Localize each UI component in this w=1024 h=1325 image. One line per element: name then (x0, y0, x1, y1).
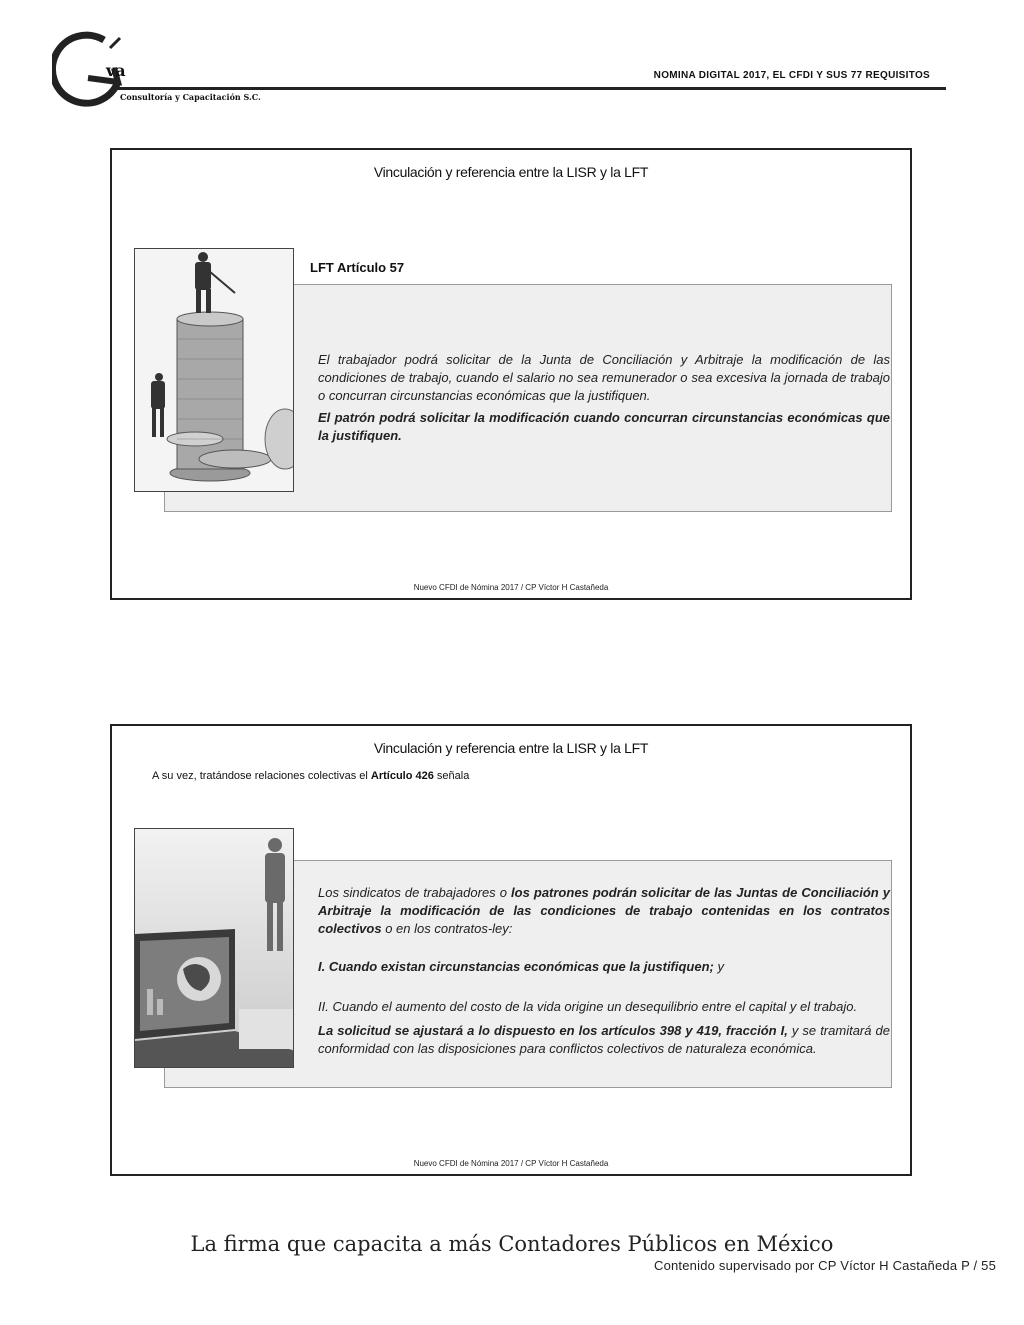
slide-1-footer: Nuevo CFDI de Nómina 2017 / CP Víctor H Castañeda (413, 583, 609, 592)
slide-1-paragraph-1: El trabajador podrá solicitar de la Junta de Conciliación y Arbitraje la modificación de las condiciones de trabajo, cuando el salario no sea remunerador o sea excesiva la jornada de trabajo o concurran circunstancias económicas que la justifiquen. (318, 352, 890, 403)
slide-2-fraction-2: II. Cuando el aumento del costo de la vida origine un desequilibrio entre el capital y el trabajo. (318, 999, 858, 1014)
slide-2-paragraph-1 (318, 884, 890, 938)
document-header-title: NOMINA DIGITAL 2017, EL CFDI Y SUS 77 REQUISITOS (653, 70, 930, 81)
slide-1-body (318, 351, 890, 449)
fraction-1-bold: I. Cuando existan circunstancias económicas que la justifiquen; (318, 959, 714, 974)
slide-2-intro (152, 770, 469, 782)
slide-2-title: Vinculación y referencia entre la LISR y la LFT (373, 740, 649, 756)
p1-text-pre: Los sindicatos de trabajadores o (318, 885, 512, 900)
logo-letters: va (106, 61, 126, 80)
p4-text-bold: La solicitud se ajustará a lo dispuesto en los artículos 398 y 419, fracción I, (318, 1023, 788, 1038)
fraction-1-post: y (713, 959, 725, 974)
laptop-worker-photo (134, 828, 294, 1068)
supervised-by-page-number: Contenido supervisado por CP Víctor H Castañeda P / 55 (653, 1258, 996, 1273)
header-divider (118, 87, 946, 90)
slide-2 (110, 724, 912, 1176)
p4-text-post: y se tramitará de conformidad con las disposiciones para conflictos colectivos de naturaleza económica. (318, 1023, 890, 1056)
intro-article-ref: Artículo 426 (370, 770, 434, 782)
slide-1-title: Vinculación y referencia entre la LISR y la LFT (373, 164, 649, 180)
slide-1-paragraph-2: El patrón podrá solicitar la modificación cuando concurran circunstancias económicas que la justifiquen. (318, 410, 890, 443)
slide-2-fraction-1 (318, 958, 890, 976)
slide-2-footer: Nuevo CFDI de Nómina 2017 / CP Víctor H Castañeda (413, 1159, 609, 1168)
page-tagline: La firma que capacita a más Contadores Públicos en México (190, 1232, 834, 1256)
logo-subtitle: Consultoría y Capacitación S.C. (120, 92, 261, 102)
coins-workers-photo (134, 248, 294, 492)
p1-text-bold: los patrones podrán solicitar de las Juntas de Conciliación y Arbitraje la modificación de las condiciones de trabajo contenidas en los contratos colectivos (318, 885, 890, 936)
intro-text-post: señala (433, 770, 470, 782)
slide-1-subhead: LFT Artículo 57 (310, 260, 405, 275)
slide-2-paragraph-4 (318, 1022, 890, 1058)
slide-2-body (318, 884, 890, 1062)
slide-1 (110, 148, 912, 600)
p1-text-post: o en los contratos-ley: (381, 921, 513, 936)
company-logo (52, 30, 282, 110)
intro-text-pre: A su vez, tratándose relaciones colectivas el (152, 770, 371, 782)
